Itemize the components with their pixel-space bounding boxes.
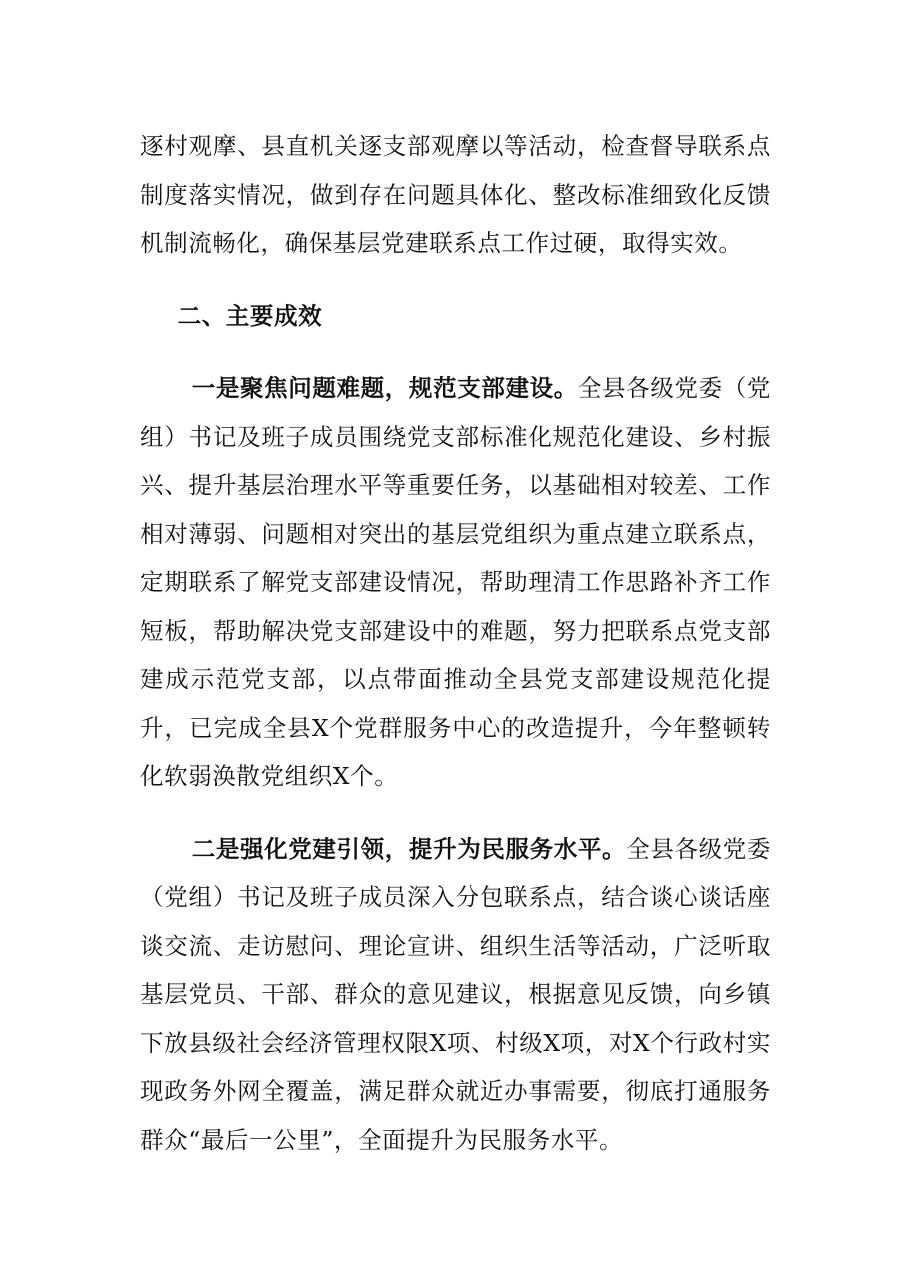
spacer (140, 340, 771, 364)
section-heading: 二、主要成效 (177, 301, 323, 330)
document-page (140, 122, 771, 1164)
paragraph-body: 全县各级党委（党组）书记及班子成员围绕党支部标准化规范化建设、乡村振兴、提升基层治理水平等重要任务，以基础相对较差、工作相对薄弱、问题相对突出的基层党组织为重点建立联系点，定期联系了解党支部建设情况，帮助理清工作思路补齐工作短板，帮助解决党支部建设中的难题，努力把联系点党支部建成示范党支部，以点带面推动全县党支部建设规范化提升，已完成全县X个党群服务中心的改造提升，今年整顿转化软弱涣散党组织X个。 (140, 374, 771, 790)
spacer (140, 268, 771, 292)
paragraph-lead: 一是聚焦问题难题，规范支部建设。 (191, 374, 578, 402)
paragraph-focus-issues (140, 364, 771, 801)
spacer (140, 801, 771, 825)
paragraph-lead: 二是强化党建引领，提升为民服务水平。 (191, 834, 627, 863)
paragraph-continuation: 逐村观摩、县直机关逐支部观摩以等活动，检查督导联系点制度落实情况，做到存在问题具体化、整改标准细致化反馈机制流畅化，确保基层党建联系点工作过硬，取得实效。 (140, 132, 771, 257)
paragraph-body: 全县各级党委（党组）书记及班子成员深入分包联系点，结合谈心谈话座谈交流、走访慰问、理论宣讲、组织生活等活动，广泛听取基层党员、干部、群众的意见建议，根据意见反馈，向乡镇下放县级社会经济管理权限X项、村级X项，对X个行政村实现政务外网全覆盖，满足群众就近办事需要，彻底打通服务群众“最后一公里”，全面提升为民服务水平。 (140, 834, 771, 1154)
paragraph-party-leadership (140, 825, 771, 1165)
